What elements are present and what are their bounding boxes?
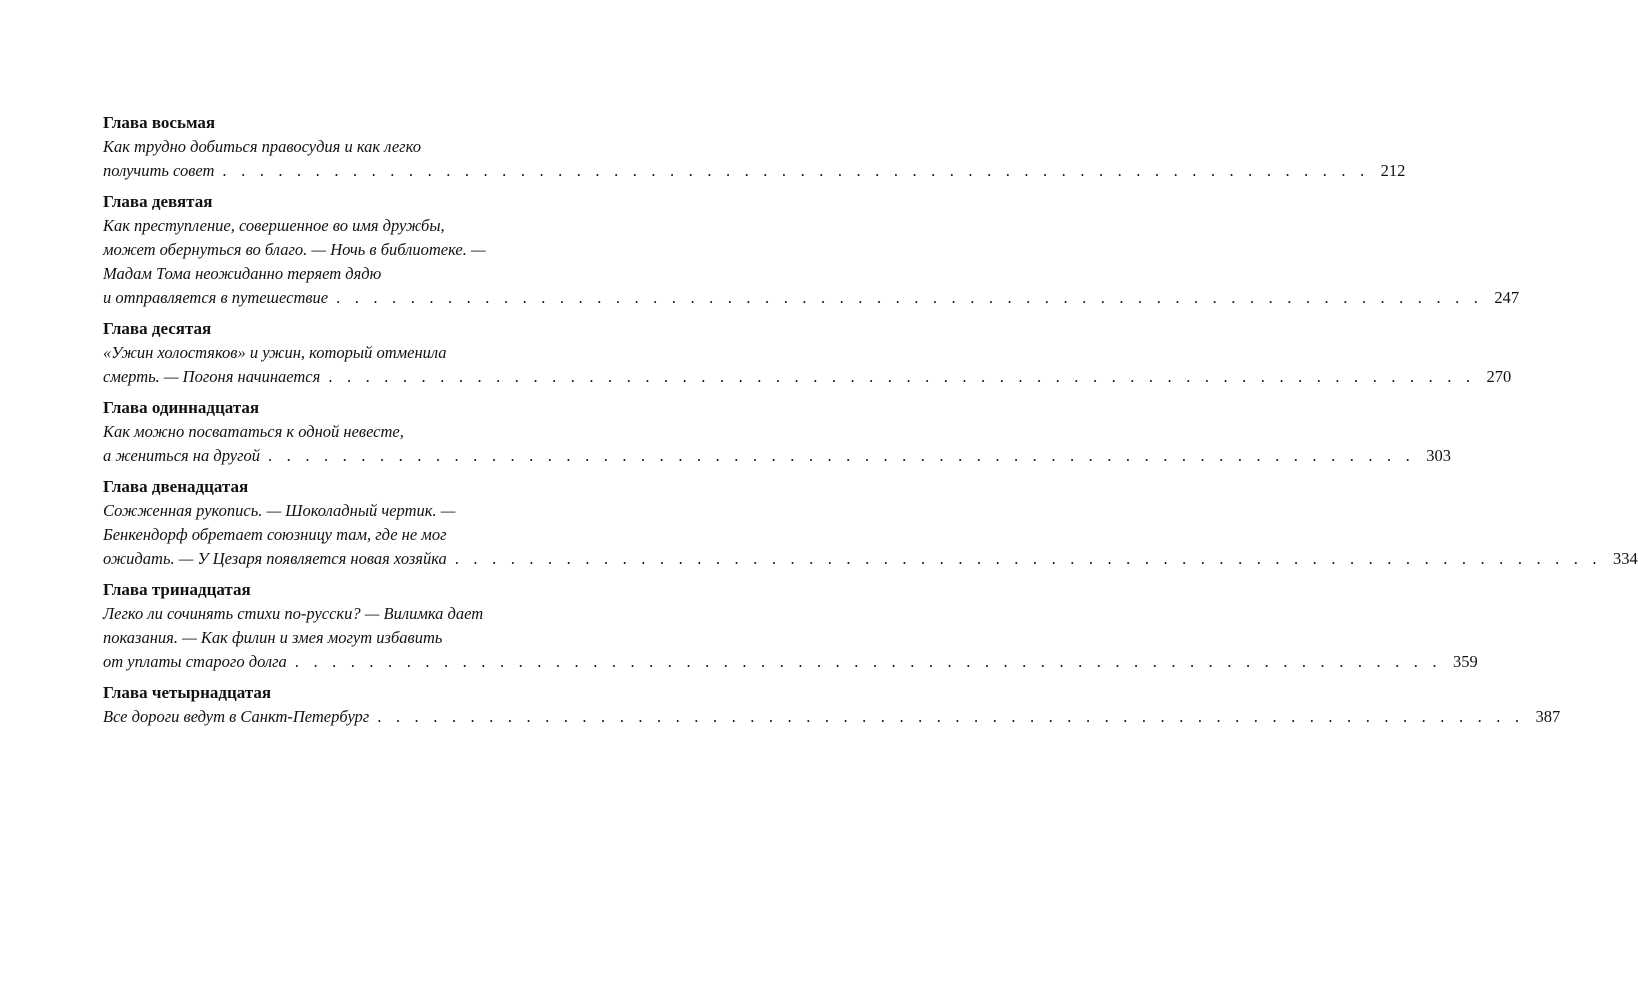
chapter-description-last-line <box>103 705 1561 729</box>
chapter-title: Глава восьмая <box>103 113 216 132</box>
chapter-description-line: «Ужин холостяков» и ужин, который отменила <box>103 343 447 362</box>
chapter-description-line: Сожженная рукопись. — Шоколадный чертик. — <box>103 501 456 520</box>
chapter-description-line: показания. — Как филин и змея могут избавить <box>103 628 443 647</box>
chapter-description-line: Легко ли сочинять стихи по-русски? — Вилимка дает <box>103 604 484 623</box>
chapter-description-text: а жениться на другой <box>103 446 261 465</box>
chapter-title: Глава четырнадцатая <box>103 683 272 702</box>
toc-entry-chapter-14[interactable] <box>103 681 1561 729</box>
dot-leader: . . . . . . . . . . . . . . . . . . . . . . . . . . . . . . . . . . . . . . . . . . . . . . . . . . . . . . . . . . . . . . <box>377 707 1525 726</box>
chapter-description-last-line <box>103 650 1478 674</box>
dot-leader: . . . . . . . . . . . . . . . . . . . . . . . . . . . . . . . . . . . . . . . . . . . . . . . . . . . . . . . . . . . . . . <box>336 288 1484 307</box>
page-number: 359 <box>1453 652 1478 671</box>
dot-leader: . . . . . . . . . . . . . . . . . . . . . . . . . . . . . . . . . . . . . . . . . . . . . . . . . . . . . . . . . . . . . . <box>222 161 1370 180</box>
chapter-title: Глава двенадцатая <box>103 477 249 496</box>
table-of-contents <box>103 111 1638 736</box>
chapter-title: Глава десятая <box>103 319 212 338</box>
chapter-title: Глава тринадцатая <box>103 580 251 599</box>
dot-leader: . . . . . . . . . . . . . . . . . . . . . . . . . . . . . . . . . . . . . . . . . . . . . . . . . . . . . . . . . . . . . . <box>294 652 1442 671</box>
chapter-description-text: получить совет <box>103 161 215 180</box>
chapter-description-line: Как можно посвататься к одной невесте, <box>103 422 404 441</box>
chapter-description-last-line <box>103 444 1451 468</box>
page-number: 270 <box>1486 367 1512 386</box>
chapter-description-last-line <box>103 286 1520 310</box>
chapter-title: Глава одиннадцатая <box>103 398 260 417</box>
dot-leader: . . . . . . . . . . . . . . . . . . . . . . . . . . . . . . . . . . . . . . . . . . . . . . . . . . . . . . . . . . . . . . <box>454 549 1602 568</box>
chapter-description-text: ожидать. — У Цезаря появляется новая хозяйка <box>103 549 447 568</box>
chapter-description-line: Мадам Тома неожиданно теряет дядю <box>103 264 382 283</box>
toc-entry-chapter-13[interactable] <box>103 578 1478 674</box>
chapter-description-line: Как трудно добиться правосудия и как легко <box>103 137 421 156</box>
chapter-description-text: смерть. — Погоня начинается <box>103 367 321 386</box>
chapter-description-text: от уплаты старого долга <box>103 652 287 671</box>
dot-leader: . . . . . . . . . . . . . . . . . . . . . . . . . . . . . . . . . . . . . . . . . . . . . . . . . . . . . . . . . . . . . . <box>268 446 1415 465</box>
toc-entry-chapter-10[interactable] <box>103 317 1512 389</box>
toc-entry-chapter-11[interactable] <box>103 396 1451 468</box>
chapter-description-last-line <box>103 365 1512 389</box>
page-number: 387 <box>1535 707 1561 726</box>
page-number: 334 <box>1613 549 1638 568</box>
chapter-description-line: может обернуться во благо. — Ночь в библиотеке. — <box>103 240 486 259</box>
page-number: 247 <box>1494 288 1520 307</box>
chapter-description-line: Как преступление, совершенное во имя дружбы, <box>103 216 445 235</box>
toc-entry-chapter-12[interactable] <box>103 475 1638 571</box>
dot-leader: . . . . . . . . . . . . . . . . . . . . . . . . . . . . . . . . . . . . . . . . . . . . . . . . . . . . . . . . . . . . . . <box>328 367 1476 386</box>
chapter-description-text: и отправляется в путешествие <box>103 288 329 307</box>
chapter-description-last-line <box>103 159 1406 183</box>
chapter-description-last-line <box>103 547 1638 571</box>
chapter-title: Глава девятая <box>103 192 213 211</box>
chapter-description-line: Бенкендорф обретает союзницу там, где не мог <box>103 525 447 544</box>
page-number: 303 <box>1426 446 1451 465</box>
page-number: 212 <box>1380 161 1406 180</box>
toc-entry-chapter-9[interactable] <box>103 190 1520 310</box>
chapter-description-text: Все дороги ведут в Санкт-Петербург <box>103 707 370 726</box>
toc-entry-chapter-8[interactable] <box>103 111 1406 183</box>
